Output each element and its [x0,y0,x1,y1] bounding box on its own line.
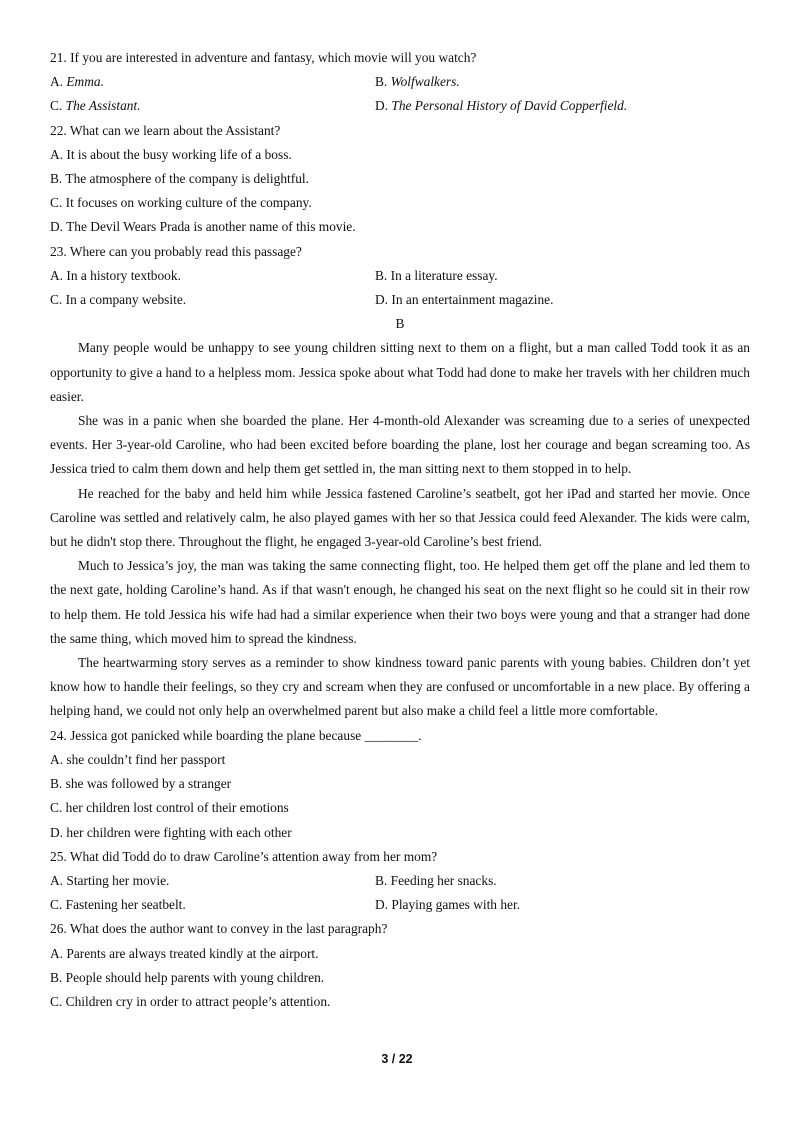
question-25-options-row-2 [50,893,750,917]
option-23-d: D. In an entertainment magazine. [375,292,554,308]
option-25-a: A. Starting her movie. [50,872,170,888]
option-21-b: B. Wolfwalkers. [375,74,460,90]
option-24-c: C. her children lost control of their emotions [50,800,289,816]
question-25-stem: 25. What did Todd do to draw Caroline’s attention away from her mom? [50,848,438,864]
passage-paragraph-5: The heartwarming story serves as a reminder to show kindness toward panic parents with young babies. Children don’t yet know how to handle their feelings, so they cry and scream when they are confused or uncomfortable in a new place. By offering a helping hand, we could not only help an overwhelmed parent but also make a child feel a little more comfortable. [50,655,750,719]
option-26-c: C. Children cry in order to attract people’s attention. [50,993,331,1009]
option-24-d: D. her children were fighting with each other [50,824,292,840]
option-24-a: A. she couldn’t find her passport [50,751,226,767]
question-21-options-row-1 [50,70,750,94]
question-23-options-row-2 [50,288,750,312]
page-number: 3 / 22 [381,1052,413,1066]
option-21-c: C. The Assistant. [50,98,141,114]
option-23-b: B. In a literature essay. [375,267,498,283]
passage-paragraph-2: She was in a panic when she boarded the plane. Her 4-month-old Alexander was screaming due to a series of unexpected events. Her 3-year-old Caroline, who had been excited before boarding the plane, lost her courage and began screaming too. As Jessica tried to calm them down and help them get settled in, the man sitting next to them stopped in to help. [50,413,750,477]
document-page [50,46,750,1014]
question-21-stem: 21. If you are interested in adventure and fantasy, which movie will you watch? [50,50,477,65]
passage-paragraph-3: He reached for the baby and held him while Jessica fastened Caroline’s seatbelt, got her iPad and started her movie. Once Caroline was settled and relatively calm, he also played games with her so that Jessica could feed Alexander. The kids were calm, but he didn't stop there. Throughout the flight, he engaged 3-year-old Caroline’s best friend. [50,485,750,550]
question-23-options-row-1 [50,264,750,288]
passage-paragraph-4: Much to Jessica’s joy, the man was taking the same connecting flight, too. He helped them get off the plane and led them to the next gate, holding Caroline’s hand. As if that wasn't enough, he changed his seat on the next flight so he could sit in their row to help them. He told Jessica his wife had had a similar experience when their two boys were young and that a stranger had done the same thing, which moved him to spread the kindness. [50,558,750,646]
question-24-stem: 24. Jessica got panicked while boarding the plane because ________. [50,727,422,743]
question-21-options-row-2 [50,94,750,118]
option-21-a: A. Emma. [50,74,104,90]
option-22-d: D. The Devil Wears Prada is another name of this movie. [50,219,356,235]
option-25-b: B. Feeding her snacks. [375,872,497,888]
option-25-d: D. Playing games with her. [375,897,521,913]
option-22-a: A. It is about the busy working life of a boss. [50,146,292,162]
option-25-c: C. Fastening her seatbelt. [50,897,186,913]
option-21-d: D. The Personal History of David Copperfield. [375,98,628,114]
option-23-c: C. In a company website. [50,292,187,308]
question-23-stem: 23. Where can you probably read this passage? [50,243,302,259]
passage-paragraph-1: Many people would be unhappy to see young children sitting next to them on a flight, but a man called Todd took it as an opportunity to give a hand to a helpless mom. Jessica spoke about what Todd had done to make her travels with her children much easier. [50,340,750,404]
section-b-heading: B [395,316,405,332]
option-22-b: B. The atmosphere of the company is delightful. [50,171,309,187]
option-23-a: A. In a history textbook. [50,267,181,283]
option-26-a: A. Parents are always treated kindly at the airport. [50,945,319,961]
question-25-options-row-1 [50,869,750,893]
option-24-b: B. she was followed by a stranger [50,776,232,792]
question-26-stem: 26. What does the author want to convey in the last paragraph? [50,921,388,937]
option-26-b: B. People should help parents with young children. [50,969,325,985]
option-22-c: C. It focuses on working culture of the company. [50,195,312,211]
question-22-stem: 22. What can we learn about the Assistant? [50,122,281,138]
